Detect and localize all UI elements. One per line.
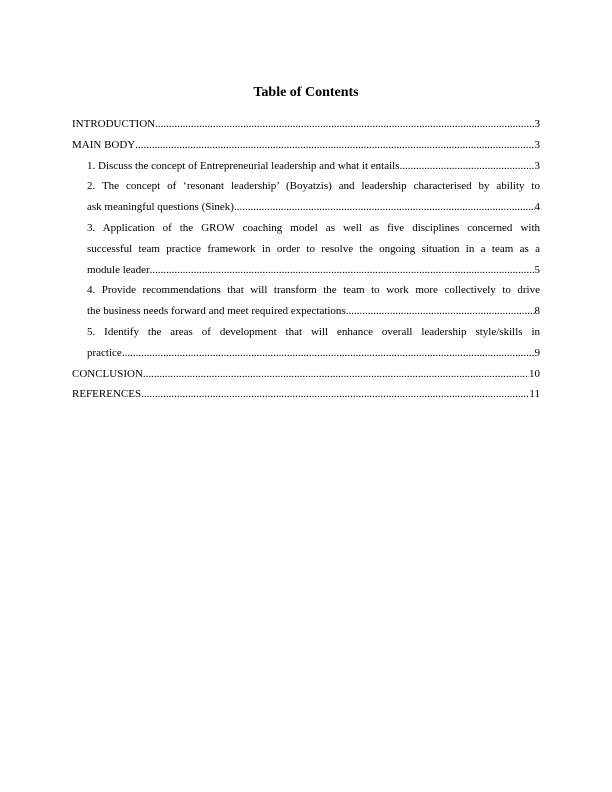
- toc-entry-section-1[interactable]: [87, 156, 540, 177]
- toc-entry-label-line: 3. Application of the GROW coaching model as well as five disciplines concerned with: [87, 221, 540, 234]
- toc-entry-label: MAIN BODY: [72, 138, 136, 151]
- table-of-contents: [72, 114, 540, 405]
- toc-page-number: 3: [534, 159, 540, 172]
- toc-entry-main-body[interactable]: [72, 135, 540, 156]
- toc-entry-label: the business needs forward and meet required expectations: [87, 305, 346, 318]
- toc-entry-label: 1. Discuss the concept of Entrepreneurial leadership and what it entails: [87, 159, 400, 172]
- dot-leader: [399, 156, 534, 177]
- toc-page-number: 4: [534, 201, 540, 214]
- toc-entry-label: module leader: [87, 263, 150, 276]
- toc-page-number: 10: [529, 367, 540, 380]
- toc-entry-section-5[interactable]: [87, 322, 540, 364]
- toc-page-number: 3: [534, 138, 540, 151]
- toc-entry-section-3[interactable]: [87, 218, 540, 280]
- toc-entry-introduction[interactable]: [72, 114, 540, 135]
- toc-entry-label-line: successful team practice framework in order to resolve the ongoing situation in a team as a: [87, 242, 540, 255]
- dot-leader: [234, 197, 535, 218]
- dot-leader: [143, 364, 529, 385]
- toc-entry-label-line: 4. Provide recommendations that will transform the team to work more collectively to drive: [87, 284, 540, 297]
- dot-leader: [155, 114, 534, 135]
- toc-page-number: 3: [534, 118, 540, 130]
- toc-entry-conclusion[interactable]: [72, 364, 540, 385]
- dot-leader: [141, 384, 529, 405]
- dot-leader: [150, 260, 535, 281]
- dot-leader: [135, 135, 534, 156]
- toc-entry-label: ask meaningful questions (Sinek): [87, 201, 234, 214]
- toc-title: Table of Contents: [253, 85, 359, 100]
- toc-page-number: 9: [534, 346, 540, 359]
- dot-leader: [122, 343, 535, 364]
- toc-entry-label: CONCLUSION: [72, 367, 143, 380]
- toc-entry-section-2[interactable]: [87, 176, 540, 218]
- toc-entry-references[interactable]: [72, 384, 540, 405]
- dot-leader: [346, 301, 535, 322]
- toc-entry-label: REFERENCES: [72, 388, 142, 401]
- toc-page-number: 11: [529, 388, 540, 401]
- toc-page-number: 5: [534, 263, 540, 276]
- toc-entry-label-line: 2. The concept of ‘resonant leadership’ (Boyatzis) and leadership characterised by ability to: [87, 180, 540, 193]
- toc-entry-label-line: 5. Identify the areas of development that will enhance overall leadership style/skills in: [87, 325, 540, 338]
- toc-entry-label: practice: [87, 346, 122, 359]
- toc-entry-section-4[interactable]: [87, 280, 540, 322]
- toc-entry-label: INTRODUCTION: [72, 118, 156, 130]
- toc-page-number: 8: [534, 305, 540, 318]
